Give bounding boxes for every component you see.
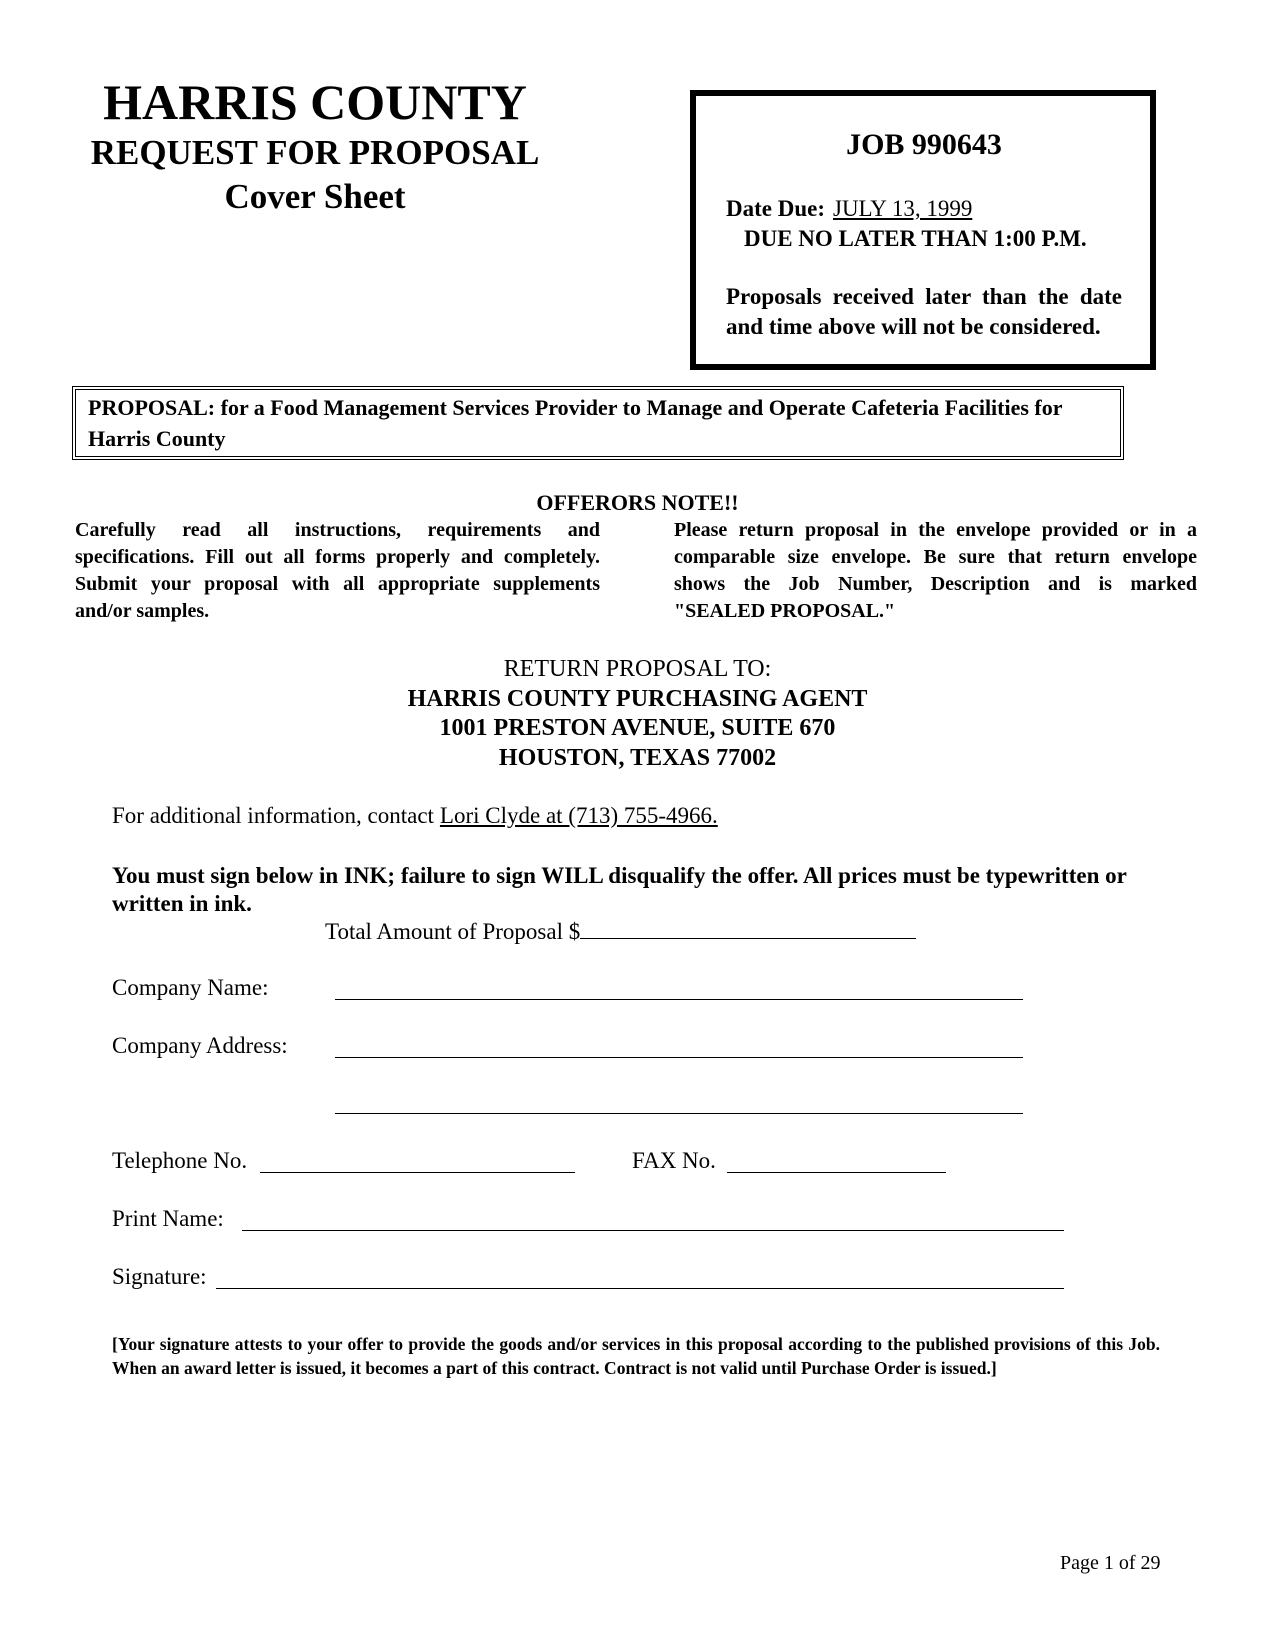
contact-label: For additional information, contact: [112, 803, 434, 828]
company-name-field[interactable]: [335, 999, 1023, 1000]
total-amount-row: [325, 918, 916, 945]
company-name-label: Company Name:: [112, 975, 269, 1000]
telephone-field[interactable]: [260, 1172, 575, 1173]
fax-label: FAX No.: [632, 1148, 716, 1173]
date-due: [726, 196, 972, 222]
return-street: 1001 PRESTON AVENUE, SUITE 670: [439, 715, 836, 741]
page-number: Page 1 of 29: [1060, 1552, 1161, 1574]
proposal-description: PROPOSAL: for a Food Management Services Provider to Manage and Operate Cafeteria Facilities for Harris County: [88, 395, 1063, 451]
return-label: RETURN PROPOSAL TO:: [503, 656, 772, 682]
late-proposal-note: Proposals received later than the date and time above will not be considered.: [726, 284, 1122, 339]
offerors-note-title: OFFERORS NOTE!!: [536, 490, 739, 515]
contact-info: [112, 803, 718, 829]
cover-sheet-subtitle: Cover Sheet: [224, 177, 406, 216]
telephone-label: Telephone No.: [112, 1148, 248, 1173]
offerors-note-left: Carefully read all instructions, requirements and specifications. Fill out all forms properly and completely. Submit your proposal with all appropriate supplements and/or samples.: [75, 519, 600, 622]
return-city: HOUSTON, TEXAS 77002: [498, 745, 777, 771]
return-agent: HARRIS COUNTY PURCHASING AGENT: [407, 686, 868, 712]
date-due-label: Date Due:: [726, 196, 825, 221]
county-title: HARRIS COUNTY: [103, 74, 527, 130]
date-due-value: JULY 13, 1999: [833, 196, 973, 221]
contact-value: Lori Clyde at (713) 755-4966.: [439, 803, 718, 828]
signature-field[interactable]: [216, 1288, 1064, 1289]
signature-attestation: [Your signature attests to your offer to provide the goods and/or services in this proposal according to the published provisions of this Job. When an award letter is issued, it becomes a part of this contract. Contract is not valid until Purchase Order is issued.]: [112, 1334, 1160, 1378]
proposal-description-box: [72, 386, 1124, 460]
fax-field[interactable]: [727, 1172, 946, 1173]
rfp-subtitle: REQUEST FOR PROPOSAL: [90, 133, 540, 172]
total-amount-label: Total Amount of Proposal $: [325, 919, 581, 944]
company-address-field-1[interactable]: [335, 1057, 1023, 1058]
job-number: JOB 990643: [846, 128, 1002, 161]
total-amount-field[interactable]: [580, 918, 916, 939]
offerors-note-right: Please return proposal in the envelope provided or in a comparable size envelope. Be sure that return envelope shows the Job Number, Description and is marked "SEALED PROPOSAL.": [674, 519, 1197, 622]
print-name-label: Print Name:: [112, 1206, 224, 1231]
job-info-box: [690, 90, 1156, 370]
sign-in-ink-notice: You must sign below in INK; failure to sign WILL disqualify the offer. All prices must be typewritten or written in ink.: [112, 863, 1127, 916]
signature-label: Signature:: [112, 1264, 207, 1289]
company-address-label: Company Address:: [112, 1033, 288, 1058]
print-name-field[interactable]: [242, 1230, 1064, 1231]
company-address-field-2[interactable]: [335, 1113, 1023, 1114]
due-time: DUE NO LATER THAN 1:00 P.M.: [744, 226, 1087, 251]
